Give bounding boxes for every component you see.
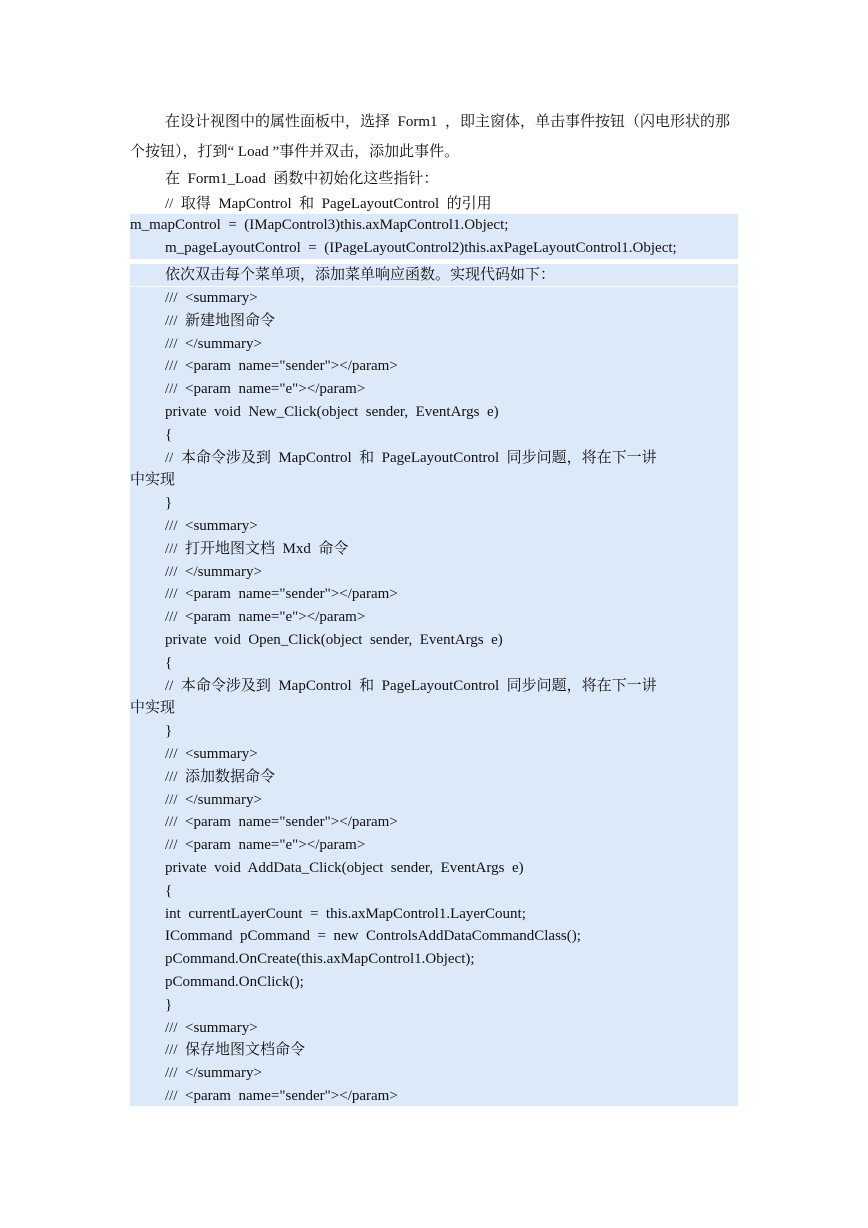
code-line: pCommand.OnCreate(this.axMapControl1.Object);	[165, 951, 475, 968]
code-line: {	[165, 654, 173, 671]
code-line: /// 新建地图命令	[165, 312, 276, 329]
code-line: /// <summary>	[165, 746, 258, 762]
code-line: {	[165, 426, 173, 443]
code-line: /// 添加数据命令	[165, 768, 276, 785]
code-line: /// <param name="sender"></param>	[165, 586, 398, 603]
code-line: /// <param name="sender"></param>	[165, 358, 398, 375]
code-line: // 本命令涉及到 MapControl 和 PageLayoutControl 同步问题，将在下一讲	[165, 677, 657, 694]
get-reference-comment: // 取得 MapControl 和 PageLayoutControl 的引用	[165, 196, 492, 212]
code-line: /// 保存地图文档命令	[165, 1042, 306, 1059]
intro-paragraph-line-1: 在设计视图中的属性面板中，选择 Form1 ，即主窗体，单击事件按钮（闪电形状的那	[165, 114, 731, 130]
code-line: int currentLayerCount = this.axMapControl1.LayerCount;	[165, 905, 526, 922]
code-line: /// </summary>	[165, 791, 262, 808]
menu-handler-paragraph: 依次双击每个菜单项，添加菜单响应函数。实现代码如下：	[165, 267, 556, 283]
code-line: pCommand.OnClick();	[165, 974, 304, 990]
code-line: /// <summary>	[165, 1019, 258, 1036]
code-line: }	[165, 495, 173, 512]
code-line: private void Open_Click(object sender, EventArgs e)	[165, 632, 503, 648]
code-line: private void New_Click(object sender, EventArgs e)	[165, 404, 499, 420]
code-line: /// <param name="e"></param>	[165, 837, 366, 854]
code-line: /// <param name="sender"></param>	[165, 814, 398, 831]
code-line: }	[165, 723, 173, 740]
intro-paragraph-line-2: 个按钮），打到“ Load ”事件并双击，添加此事件。	[130, 144, 460, 160]
code-line: }	[165, 996, 173, 1013]
code-line: private void AddData_Click(object sender, EventArgs e)	[165, 860, 524, 876]
code-line-map-control: m_mapControl = (IMapControl3)this.axMapControl1.Object;	[130, 217, 509, 233]
code-line: /// <summary>	[165, 518, 258, 534]
code-line: /// 打开地图文档 Mxd 命令	[165, 540, 349, 557]
code-line: /// </summary>	[165, 1065, 262, 1082]
code-line: /// <param name="e"></param>	[165, 381, 366, 398]
code-line: /// <param name="sender"></param>	[165, 1088, 398, 1104]
code-line: /// <summary>	[165, 290, 258, 306]
code-line: ICommand pCommand = new ControlsAddDataCommandClass();	[165, 928, 581, 945]
code-line: 中实现	[130, 472, 176, 489]
code-line: /// <param name="e"></param>	[165, 609, 366, 626]
code-line: {	[165, 882, 173, 899]
code-line: 中实现	[130, 700, 176, 717]
code-line-page-layout-control: m_pageLayoutControl = (IPageLayoutControl2)this.axPageLayoutControl1.Object;	[165, 240, 677, 256]
form-load-paragraph: 在 Form1_Load 函数中初始化这些指针：	[165, 171, 439, 187]
code-line: /// </summary>	[165, 563, 262, 580]
code-line: /// </summary>	[165, 335, 262, 352]
code-line: // 本命令涉及到 MapControl 和 PageLayoutControl 同步问题，将在下一讲	[165, 449, 657, 466]
